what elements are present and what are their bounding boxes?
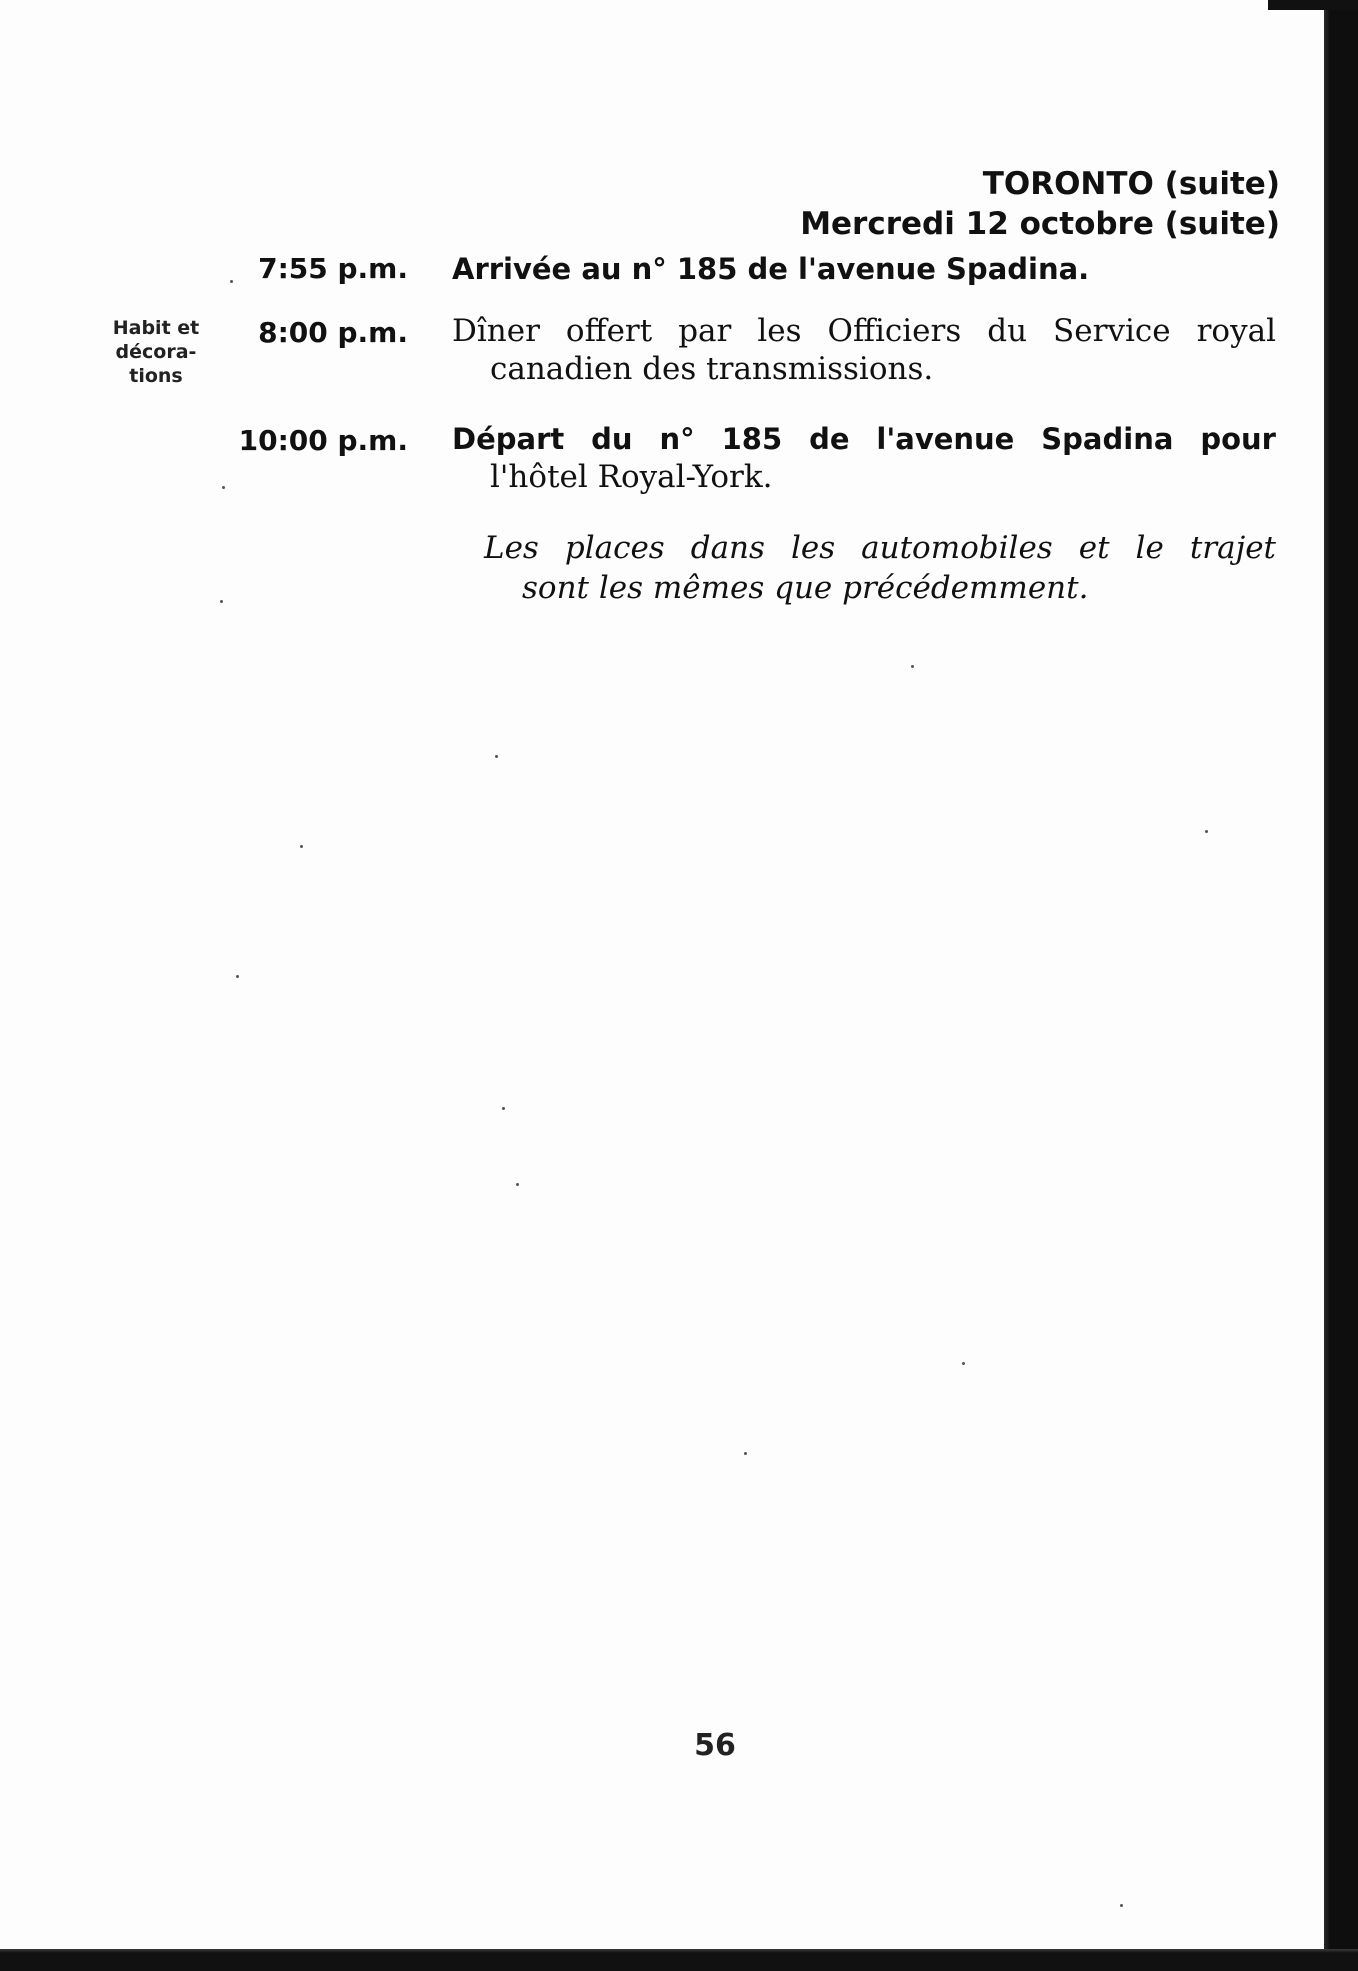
scan-speck <box>230 280 233 283</box>
entry-description <box>452 420 1276 496</box>
dress-code-line: tions <box>129 365 183 387</box>
entry-time: 7:55 p.m. <box>258 252 408 285</box>
scan-speck <box>744 1452 747 1455</box>
entry-description-line: l'hôtel Royal-York. <box>490 459 773 495</box>
scan-speck <box>502 1107 505 1110</box>
dress-code-line: décora- <box>115 341 197 363</box>
entry-description <box>452 250 1276 288</box>
entry-time: 10:00 p.m. <box>238 424 408 457</box>
scan-edge-top <box>1268 0 1358 10</box>
scan-speck <box>222 486 225 489</box>
scan-speck <box>911 665 914 668</box>
page-number: 56 <box>694 1728 736 1763</box>
scan-speck <box>495 755 498 758</box>
entry-description-line: Départ du n° 185 de l'avenue Spadina pour <box>452 422 1276 456</box>
entry-description <box>452 312 1276 388</box>
header-date: Mercredi 12 octobre (suite) <box>800 206 1280 242</box>
note-line: Les places dans les automobiles et le trajet <box>484 530 1276 566</box>
entry-description-text: Arrivée au n° 185 de l'avenue Spadina. <box>452 252 1090 286</box>
scan-speck <box>236 975 239 978</box>
dress-code-line: Habit et <box>112 317 200 339</box>
scan-speck <box>220 600 223 603</box>
scan-speck <box>300 845 303 848</box>
page-header <box>800 164 1280 244</box>
scan-speck <box>962 1362 965 1365</box>
dress-code-note <box>90 316 222 388</box>
scan-edge-bottom <box>0 1949 1358 1971</box>
note-line: sont les mêmes que précédemment. <box>522 570 1089 606</box>
schedule-note <box>484 528 1276 608</box>
header-city: TORONTO (suite) <box>982 166 1280 202</box>
entry-description-line: canadien des transmissions. <box>490 351 934 387</box>
entry-time: 8:00 p.m. <box>258 316 408 349</box>
scan-speck <box>1205 830 1208 833</box>
scan-edge-right <box>1324 0 1358 1971</box>
scan-speck <box>1120 1904 1123 1907</box>
scan-speck <box>516 1183 519 1186</box>
entry-description-line: Dîner offert par les Officiers du Service royal <box>452 313 1276 349</box>
